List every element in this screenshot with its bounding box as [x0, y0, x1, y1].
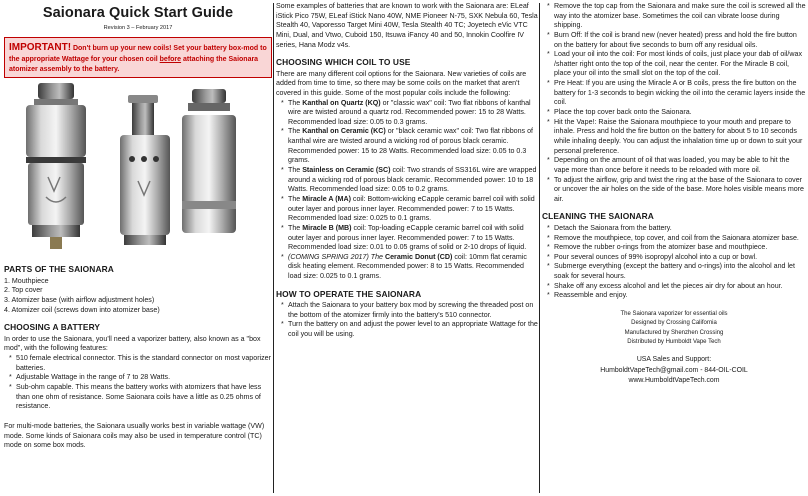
callout-1-right: 1: [114, 118, 119, 128]
operate-heading: HOW TO OPERATE THE SAIONARA: [276, 288, 422, 299]
list-item: * The Miracle B (MB) coil: Top-loading eCapple ceramic barrel coil with solid outer layer and porous inner layer. Recommended power: 7 to 15 Watts. Recommended load size: 0.01 to 0.05 grams of solid or 2-10 drops of liquid.: [276, 224, 538, 253]
operate-steps-part-2: [542, 2, 806, 204]
credit-line: Distributed by Humboldt Vape Tech: [627, 338, 721, 345]
list-item: * Turn the battery on and adjust the power level to an appropriate Wattage for the coil you will be using.: [276, 320, 538, 339]
list-item: 1. Mouthpiece: [4, 276, 49, 285]
parts-heading: PARTS OF THE SAIONARA: [4, 264, 114, 275]
list-item: * 510 female electrical connector. This is the standard connector on most vaporizer batteries.: [4, 354, 272, 373]
list-item: * Detach the Saionara from the battery.: [542, 224, 806, 234]
important-heading: IMPORTANT!: [9, 42, 72, 54]
battery-features-list: [4, 354, 272, 412]
atomizer-photos-illustration: [4, 81, 272, 257]
list-item: * Burn Off: If the coil is brand new (never heated) press and hold the fire button on the battery for about five seconds to burn off any residual oils.: [542, 31, 806, 50]
coil-name: Stainless on Ceramic (SC): [302, 166, 391, 175]
callout-3-right: 3: [114, 210, 119, 220]
list-item: 4. Atomizer coil (screws down into atomizer base): [4, 305, 160, 314]
list-item: 3. Atomizer base (with airflow adjustment holes): [4, 296, 155, 305]
list-item: * The Stainless on Ceramic (SC) coil: Two strands of SS316L wire are wrapped around a wicking rod of porous black ceramic. Recommended power: 10 to 18 Watts. Recommended load size: 0.05 to 0.2 grams.: [276, 166, 538, 195]
battery-examples: Some examples of batteries that are known to work with the Saionara are: ELeaf iStick Pico 75W, ELeaf iStick Nano 40W, NME Pioneer N-75, SXK Nebula 60, Tesla Stealth 40, Vaporesso Target Mini 40W, Tesla Stealth 40 TC; Joyetech eVic VTC Mini, Dual, and Vtwo, Cuboid 150, Itsuwa iFancy 40 and 50, Innokin Coolfire IV series, Hana Modz v4s.: [276, 2, 538, 49]
list-item: * Adjustable Wattage in the range of 7 to 28 Watts.: [4, 373, 272, 383]
choosing-coil-intro: There are many different coil options for the Saionara. New varieties of coils are added from time to time, so there may be some coils on the market that aren't covered in this guide. Some of the most popular coils include the following:: [276, 69, 527, 97]
product-photos: [4, 81, 272, 257]
parts-list: [4, 277, 272, 316]
multi-mode-note: For multi-mode batteries, the Saionara usually works best in variable wattage (VW) mode. Some kinds of Saionara coils may also be used in temperature control (TC) mode on some box mods.: [4, 421, 265, 450]
credit-line: The Saionara vaporizer for essential oils: [620, 311, 728, 317]
column-divider: [273, 3, 274, 493]
operate-steps-part-1: [276, 301, 538, 340]
list-item: * Attach the Saionara to your battery box mod by screwing the threaded post on the bottom of the atomizer firmly into the battery's 510 connector.: [276, 301, 538, 320]
list-item: * Pour several ounces of 99% isopropyl alcohol into a cup or bowl.: [542, 253, 806, 263]
callout-1-left: 1: [92, 104, 97, 114]
list-item: * Hit the Vape!: Raise the Saionara mouthpiece to your mouth and prepare to inhale. Press and hold the fire button on the battery for about 5 to 10 seconds while inhaling deeply. You can adjust the inhalation time up or down to suit your personal preference.: [542, 118, 806, 157]
coil-name: Ceramic Donut (CD): [384, 252, 453, 261]
disassembled-parts-image: [120, 89, 236, 245]
list-item: * The Kanthal on Ceramic (KC) or "black ceramic wax" coil: Two flat ribbons of kanthal wire are twisted around a wicking rod of porous black ceramic. Recommended power: 15 to 28 Watts. Recommended load size: 0.05 to 0.3 grams.: [276, 127, 538, 166]
choosing-battery-intro: In order to use the Saionara, you'll need a vaporizer battery, also known as a "box mod", with the following features:: [4, 334, 261, 353]
column-left: [4, 2, 272, 494]
cleaning-heading: CLEANING THE SAIONARA: [542, 211, 654, 222]
coil-name: Kanthal on Quartz (KQ): [302, 98, 381, 107]
list-item: * Reassemble and enjoy.: [542, 291, 806, 301]
list-item: 2. Top cover: [4, 286, 43, 295]
coil-name: Kanthal on Ceramic (KC): [302, 127, 386, 136]
list-item: * Remove the top cap from the Saionara and make sure the coil is screwed all the way into the atomizer base. Sometimes the coil can vibrate loose during shipping.: [542, 2, 806, 31]
important-warning-box: [4, 37, 272, 78]
choosing-coil-heading: CHOOSING WHICH COIL TO USE: [276, 57, 411, 68]
revision-note: Revision 3 – February 2017: [103, 24, 173, 31]
coil-name: Miracle A (MA): [302, 194, 351, 203]
credit-line: Designed by Crossing California: [631, 320, 717, 327]
list-item: * Shake off any excess alcohol and let the pieces air dry for about an hour.: [542, 282, 806, 292]
list-item: * The Kanthal on Quartz (KQ) or "classic wax" coil: Two flat ribbons of kanthal wire are twisted around a quartz rod. Recommended power: 15 to 28 Watts. Recommended load size: 0.05 to 0.3 grams.: [276, 99, 538, 128]
support-heading: USA Sales and Support:: [636, 356, 712, 364]
callout-3-left: 3: [92, 204, 97, 214]
credits: [542, 310, 806, 347]
callout-4-right: 4: [114, 98, 119, 108]
list-item: * Load your oil into the coil: For most kinds of coils, just place your dab of oil/wax /shatter right onto the top of the coil, near the center. For the Miracle B coil, place your oil into the small slot on the top of the coil.: [542, 50, 806, 79]
coil-name: Miracle B (MB): [302, 223, 352, 232]
column-middle: [276, 2, 538, 494]
important-text-1: Don't burn up your new coils! Set your battery box-mod to the appropriate Wattage for your chosen coil: [9, 45, 267, 64]
list-item: * Place the top cover back onto the Saionara.: [542, 108, 806, 118]
column-divider: [539, 3, 540, 493]
list-item: * Remove the rubber o-rings from the atomizer base and mouthpiece.: [542, 243, 806, 253]
callout-2-right: 2: [240, 144, 245, 154]
page-title: Saionara Quick Start Guide: [42, 5, 234, 21]
assembled-atomizer-image: [26, 83, 86, 249]
list-item: * Pre Heat: If you are using the Miracle A or B coils, press the fire button on the battery for 1-3 seconds to begin wicking the oil into the ceramic layers inside the coil.: [542, 79, 806, 108]
coil-list: [276, 99, 538, 282]
credit-line: Manufactured by Shenzhen Crossing: [624, 329, 724, 336]
choosing-battery-heading: CHOOSING A BATTERY: [4, 322, 101, 333]
list-item: * Sub-ohm capable. This means the battery works with atomizers that have less than one ohm of resistance. Some Saionara coils have a little as 0.25 ohms of resistance.: [4, 383, 272, 412]
support-info: [542, 355, 806, 386]
list-item: * To adjust the airflow, grip and twist the ring at the base of the Saionara to cover or uncover the air holes on the side of the base. More holes visible means more air.: [542, 176, 806, 205]
important-before: before: [159, 56, 182, 64]
list-item: * Depending on the amount of oil that was loaded, you may be able to hit the vape more than once before it needs to be reloaded with more oil.: [542, 156, 806, 175]
list-item: * Remove the mouthpiece, top cover, and coil from the Saionara atomizer base.: [542, 234, 806, 244]
cleaning-steps: [542, 224, 806, 301]
list-item: * Submerge everything (except the battery and o-rings) into the alcohol and let soak for several hours.: [542, 262, 806, 281]
support-website: www.HumboldtVapeTech.com: [628, 376, 720, 384]
support-email-phone: HumboldtVapeTech@gmail.com - 844-OIL-COIL: [600, 366, 748, 374]
list-item: * (COMING SPRING 2017) The Ceramic Donut (CD) coil: 10mm flat ceramic disk heating element. Recommended power: 8 to 15 Watts. Recommended load size: 0.025 to 0.1 grams.: [276, 253, 538, 282]
callout-2-left: 2: [92, 136, 97, 146]
column-right: [542, 2, 806, 494]
list-item: * The Miracle A (MA) coil: Bottom-wicking eCapple ceramic barrel coil with solid outer layer and porous inner layer. Recommended power: 7 to 15 Watts. Recommended load size: 0.025 to 0.1 grams.: [276, 195, 538, 224]
important-text-2: attaching the Saionara atomizer assembly to the battery.: [9, 56, 259, 73]
